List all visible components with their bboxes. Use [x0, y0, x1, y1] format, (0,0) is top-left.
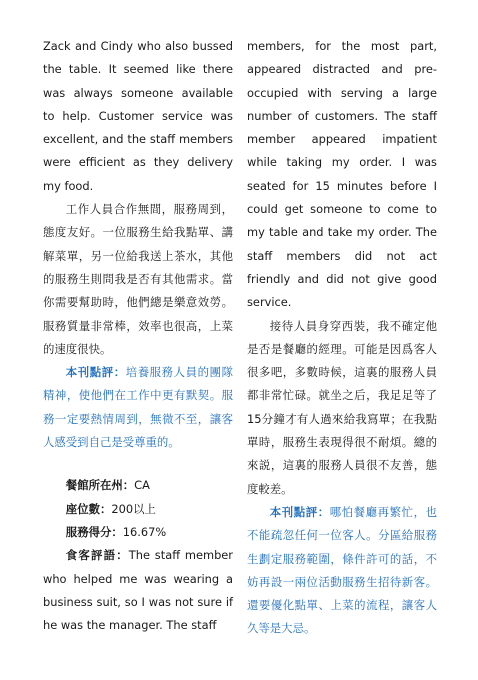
section-gap [43, 454, 233, 474]
chinese-review-paragraph: 工作人員合作無間，服務周到，態度友好。一位服務生給我點單、講解菜單，另一位給我送上茶水，其他的服務生則問我是否有其他需求。當你需要幫助時，他們總是樂意效勞。服務質量非常棒，效率也很高，上菜的速度很快。 [43, 202, 233, 356]
editor-comment-2 [247, 501, 437, 641]
seats-label: 座位數： [65, 501, 112, 516]
score-label: 服務得分： [65, 524, 123, 539]
editor-comment [43, 361, 233, 454]
diner-review [43, 544, 233, 637]
chinese-review-paragraph-2: 接待人員身穿西裝，我不確定他是否是餐廳的經理。可能是因爲客人很多吧，多數時候，這裏的服務人員都非常忙碌。就坐之后，我足足等了15分鐘才有人過來給我寫單；在我點單時，服務生表現得很不耐煩。總的來説，這裏的服務人員很不友善，態度較差。 [247, 318, 437, 496]
editor-comment-text-2: 哪怕餐廳再繁忙，也不能疏忽任何一位客人。分區給服務生劃定服務範圍，條件許可的話，不妨再設一兩位活動服務生招待新客。還要優化點單、上菜的流程，讓客人久等是大忌。 [247, 504, 437, 636]
seats-value: 200以上 [111, 501, 156, 516]
editor-comment-label: 本刊點評： [65, 365, 126, 380]
editor-comment-label-2: 本刊點評： [269, 504, 330, 519]
right-column [247, 35, 437, 641]
restaurant-seats [43, 498, 233, 521]
score-value: 16.67% [122, 524, 167, 539]
left-column [43, 35, 233, 637]
english-review-continued: Zack and Cindy who also bussed the table. It seemed like there was always someone available to help. Customer service was excellent, and the staff members were efficient as they delivery my food. [43, 39, 233, 193]
review-label: 食客評語： [65, 548, 129, 563]
restaurant-location [43, 474, 233, 497]
editor-comment-text: 培養服務人員的團隊精神，使他們在工作中更有默契。服務一定要熱情周到，無微不至，讓客人感受到自己是受尊重的。 [43, 365, 233, 450]
review-text: The staff member who helped me was wearing a business suit, so I was not sure if he was the manager. The staff [43, 548, 233, 633]
location-value: CA [134, 478, 150, 493]
english-review-continued-2: members, for the most part, appeared distracted and pre-occupied with serving a large number of customers. The staff member appeared impatient while taking my order. I was seated for 15 minutes before I could get someone to come to my table and take my order. The staff members did not act friendly and did not give good service. [247, 39, 437, 310]
location-label: 餐館所在州： [65, 478, 135, 493]
service-score [43, 521, 233, 544]
